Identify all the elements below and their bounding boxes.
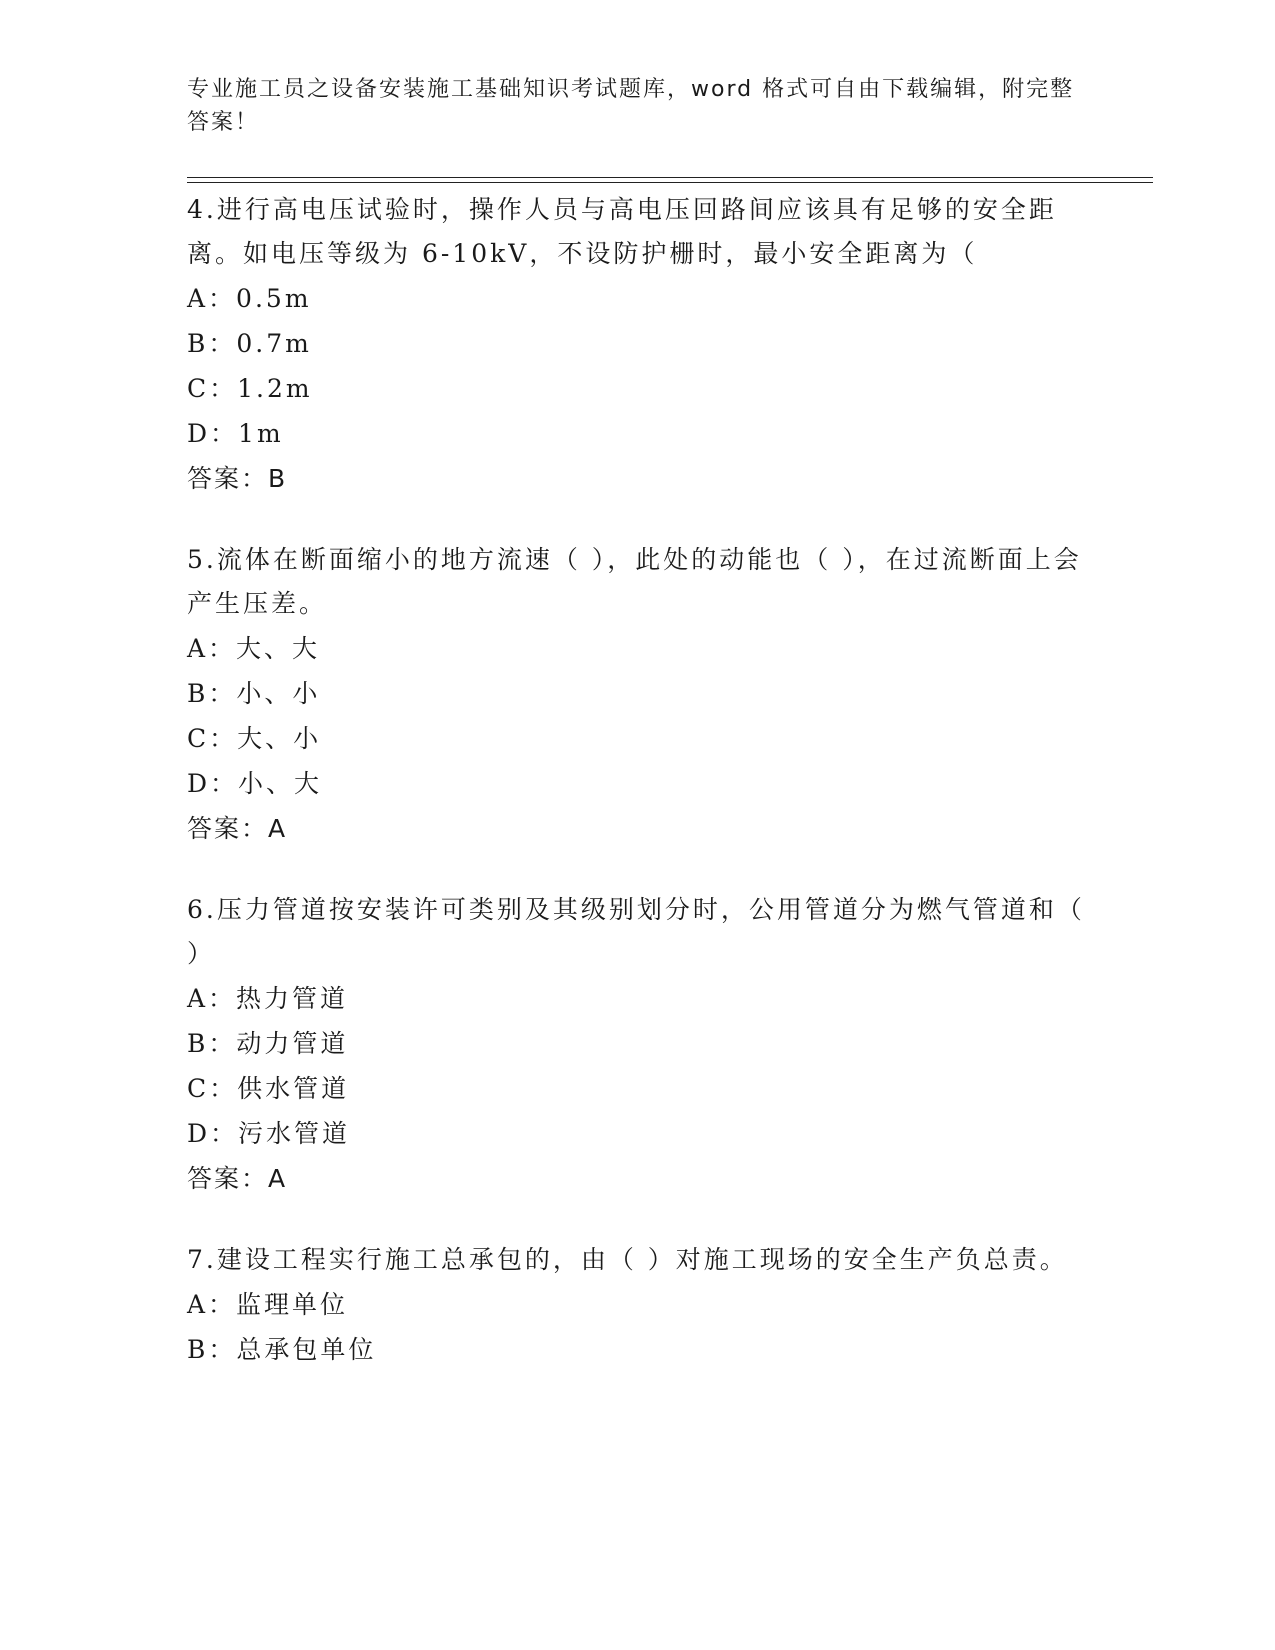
answer-label: 答案：A — [187, 1164, 288, 1193]
question-item — [187, 538, 1087, 852]
question-item — [187, 188, 1087, 502]
option-c: C：大、小 — [187, 724, 322, 753]
question-text: 7.建设工程实行施工总承包的，由（ ）对施工现场的安全生产负总责。 — [187, 1245, 1068, 1274]
question-item — [187, 888, 1087, 1202]
option-d: D：小、大 — [187, 769, 323, 798]
option-a: A：大、大 — [187, 634, 321, 663]
option-a: A：0.5m — [187, 284, 312, 313]
option-b: B：动力管道 — [187, 1029, 349, 1058]
answer-label: 答案：B — [187, 464, 288, 493]
option-c: C：1.2m — [187, 374, 313, 403]
option-a: A：热力管道 — [187, 984, 349, 1013]
header-divider-top — [187, 177, 1153, 178]
question-text: 6.压力管道按安装许可类别及其级别划分时，公用管道分为燃气管道和（ ） — [187, 895, 1085, 968]
question-list — [187, 188, 1087, 1408]
option-b: B：总承包单位 — [187, 1335, 377, 1364]
option-d: D：1m — [187, 419, 284, 448]
question-item — [187, 1238, 1087, 1372]
option-b: B：小、小 — [187, 679, 321, 708]
question-text: 5.流体在断面缩小的地方流速（ ），此处的动能也（ ），在过流断面上会产生压差。 — [187, 545, 1082, 618]
option-a: A：监理单位 — [187, 1290, 349, 1319]
option-c: C：供水管道 — [187, 1074, 350, 1103]
header-divider-bottom — [187, 182, 1153, 183]
option-b: B：0.7m — [187, 329, 312, 358]
document-header: 专业施工员之设备安装施工基础知识考试题库，word 格式可自由下载编辑，附完整答案！ — [187, 77, 1075, 135]
option-d: D：污水管道 — [187, 1119, 351, 1148]
question-text: 4.进行高电压试验时，操作人员与高电压回路间应该具有足够的安全距离。如电压等级为 6-10kV，不设防护栅时，最小安全距离为（ — [187, 195, 1057, 268]
answer-label: 答案：A — [187, 814, 288, 843]
